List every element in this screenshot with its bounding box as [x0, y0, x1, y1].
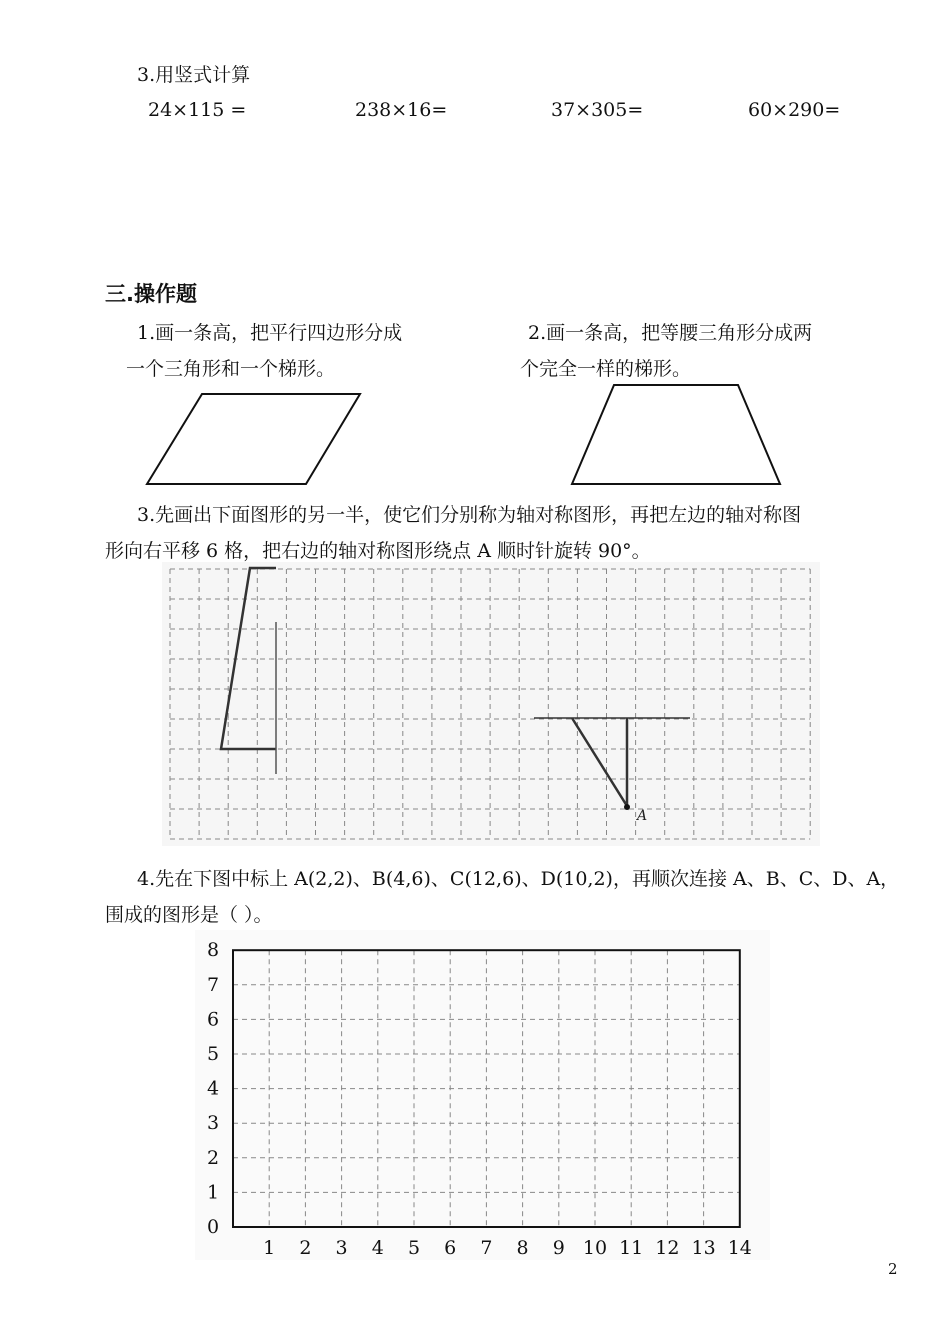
- coordinate-grid: [195, 930, 770, 1260]
- y-tick-label: 1: [207, 1181, 220, 1204]
- problem-2-line-2: 个完全一样的梯形。: [520, 358, 692, 380]
- calc-item-4: 60×290=: [748, 99, 841, 121]
- y-tick-label: 4: [207, 1077, 220, 1100]
- problem-3-line-1: 3.先画出下面图形的另一半，使它们分别称为轴对称图形，再把左边的轴对称图: [137, 504, 802, 526]
- section-heading: 三.操作题: [105, 282, 197, 306]
- x-tick-label: 11: [619, 1237, 644, 1259]
- problem-1-line-1: 1.画一条高，把平行四边形分成: [137, 322, 403, 344]
- x-tick-label: 6: [444, 1237, 457, 1259]
- x-tick-label: 5: [407, 1237, 421, 1259]
- y-tick-label: 7: [207, 973, 220, 996]
- page-number: 2: [888, 1260, 898, 1278]
- problem-2-line-1: 2.画一条高，把等腰三角形分成两: [528, 322, 813, 344]
- x-tick-label: 2: [299, 1237, 312, 1259]
- problem-4-line-1: 4.先在下图中标上 A(2,2)、B(4,6)、C(12,6)、D(10,2)，再顺次连接 A、B、C、D、A，: [137, 868, 900, 890]
- symmetry-grid: [162, 562, 820, 846]
- x-tick-label: 7: [480, 1237, 493, 1259]
- x-tick-label: 10: [582, 1237, 608, 1259]
- y-tick-label: 3: [207, 1112, 220, 1135]
- parallelogram-figure: [0, 0, 950, 500]
- x-tick-label: 13: [691, 1237, 716, 1259]
- y-tick-label: 2: [207, 1146, 220, 1169]
- calc-item-1: 24×115 =: [148, 99, 247, 121]
- y-tick-label: 5: [207, 1043, 220, 1065]
- x-tick-label: 4: [371, 1237, 384, 1259]
- problem-4-line-2: 围成的图形是（ ）。: [105, 904, 273, 926]
- x-tick-label: 3: [335, 1237, 348, 1259]
- x-tick-label: 14: [727, 1237, 752, 1259]
- point-a-label: A: [637, 808, 648, 824]
- x-tick-label: 12: [655, 1237, 680, 1259]
- point-a-dot: [624, 804, 630, 810]
- y-tick-label: 6: [207, 1008, 220, 1031]
- x-tick-label: 1: [263, 1237, 276, 1259]
- problem-1-line-2: 一个三角形和一个梯形。: [126, 358, 336, 380]
- calc-item-2: 238×16=: [355, 99, 448, 121]
- y-tick-label: 8: [207, 939, 220, 962]
- calc-item-3: 37×305=: [551, 99, 644, 121]
- parallelogram-shape: [147, 394, 360, 484]
- trapezoid-shape: [572, 385, 780, 484]
- x-tick-label: 9: [552, 1237, 565, 1259]
- y-tick-label: 0: [207, 1216, 220, 1238]
- x-tick-label: 8: [516, 1237, 529, 1259]
- calc-title: 3.用竖式计算: [137, 64, 251, 86]
- problem-3-line-2: 形向右平移 6 格，把右边的轴对称图形绕点 A 顺时针旋转 90°。: [105, 540, 651, 562]
